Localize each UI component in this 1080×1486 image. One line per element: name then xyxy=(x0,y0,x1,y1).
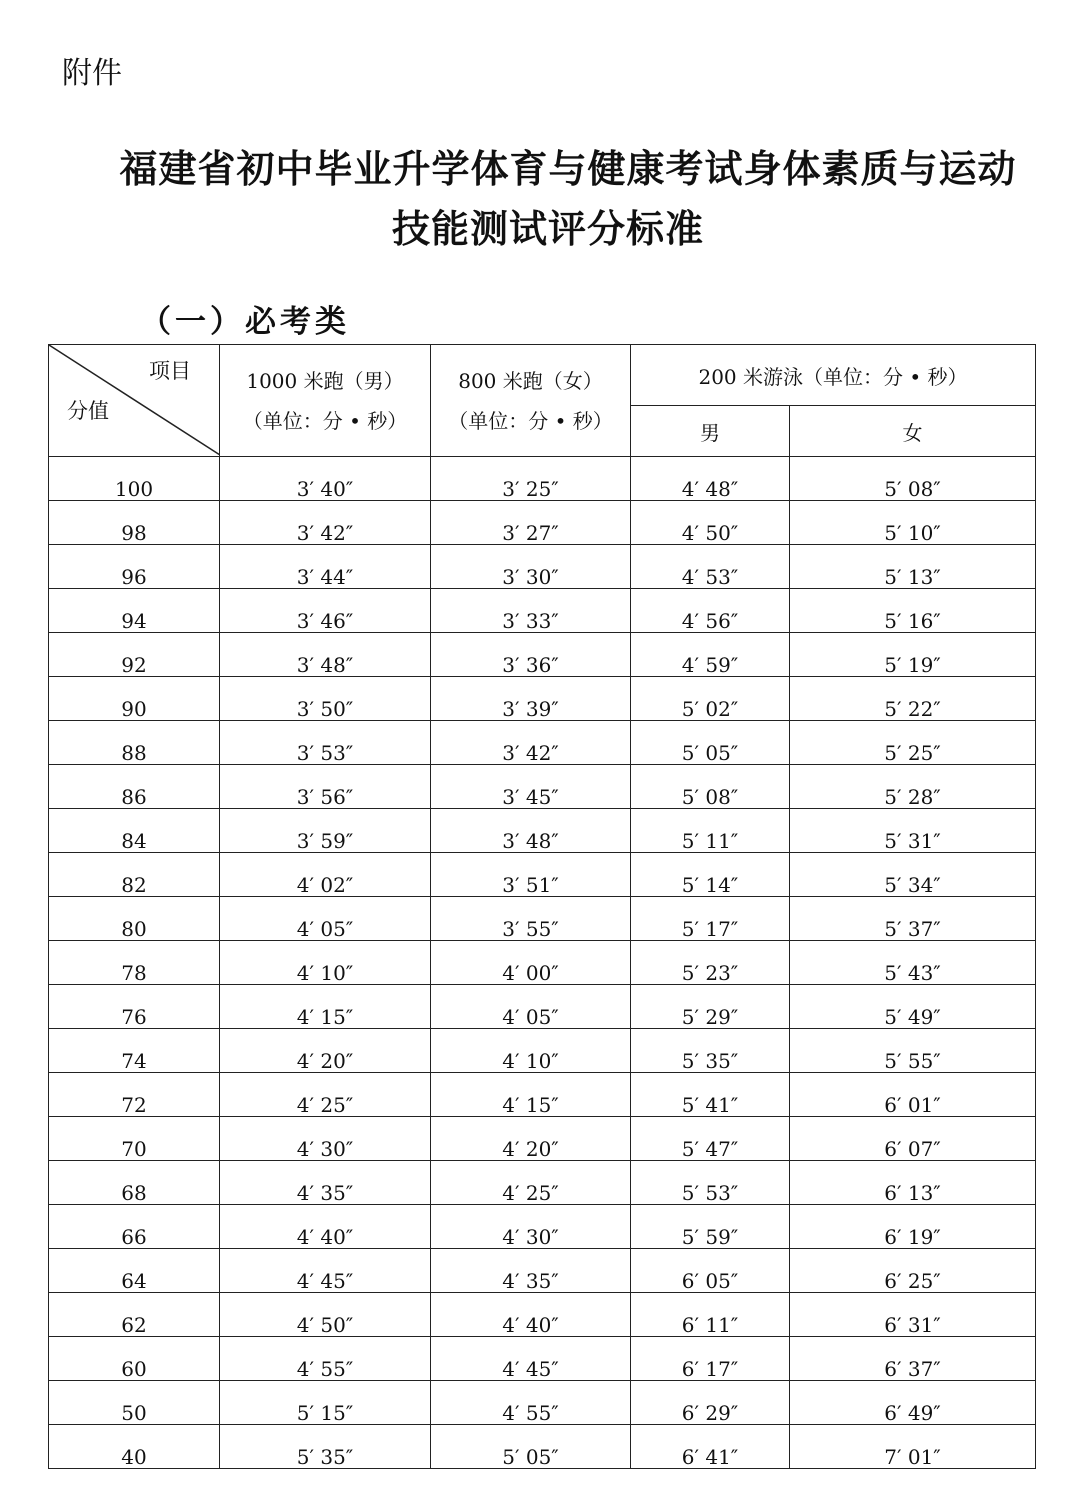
swim-female-cell: 5′ 37″ xyxy=(790,897,1036,941)
swim-female-cell: 5′ 13″ xyxy=(790,545,1036,589)
header-800m-line2: （单位：分 • 秒） xyxy=(448,408,613,433)
run800-cell: 4′ 35″ xyxy=(431,1249,631,1293)
score-cell: 86 xyxy=(49,765,220,809)
table-row xyxy=(49,765,1036,809)
run1000-cell: 3′ 59″ xyxy=(220,809,431,853)
table-row xyxy=(49,1029,1036,1073)
run1000-cell: 4′ 35″ xyxy=(220,1161,431,1205)
score-cell: 84 xyxy=(49,809,220,853)
run800-cell: 4′ 55″ xyxy=(431,1381,631,1425)
header-1000m xyxy=(220,345,431,457)
run800-cell: 3′ 27″ xyxy=(431,501,631,545)
swim-male-cell: 5′ 02″ xyxy=(631,677,790,721)
swim-male-cell: 6′ 11″ xyxy=(631,1293,790,1337)
run1000-cell: 4′ 10″ xyxy=(220,941,431,985)
score-cell: 72 xyxy=(49,1073,220,1117)
table-row xyxy=(49,1293,1036,1337)
swim-male-cell: 5′ 08″ xyxy=(631,765,790,809)
table-row xyxy=(49,1381,1036,1425)
score-cell: 68 xyxy=(49,1161,220,1205)
run800-cell: 4′ 00″ xyxy=(431,941,631,985)
score-cell: 94 xyxy=(49,589,220,633)
swim-female-cell: 6′ 13″ xyxy=(790,1161,1036,1205)
document-title-line2: 技能测试评分标准 xyxy=(391,207,704,251)
table-row xyxy=(49,1073,1036,1117)
run800-cell: 5′ 05″ xyxy=(431,1425,631,1469)
run1000-cell: 5′ 35″ xyxy=(220,1425,431,1469)
swim-female-cell: 5′ 55″ xyxy=(790,1029,1036,1073)
swim-female-cell: 5′ 31″ xyxy=(790,809,1036,853)
swim-male-cell: 5′ 17″ xyxy=(631,897,790,941)
swim-female-cell: 6′ 49″ xyxy=(790,1381,1036,1425)
swim-female-cell: 7′ 01″ xyxy=(790,1425,1036,1469)
run800-cell: 3′ 51″ xyxy=(431,853,631,897)
swim-male-cell: 5′ 59″ xyxy=(631,1205,790,1249)
score-cell: 62 xyxy=(49,1293,220,1337)
swim-female-cell: 5′ 34″ xyxy=(790,853,1036,897)
score-cell: 92 xyxy=(49,633,220,677)
run1000-cell: 3′ 56″ xyxy=(220,765,431,809)
run1000-cell: 3′ 53″ xyxy=(220,721,431,765)
corner-label-score: 分值 xyxy=(67,399,109,423)
swim-female-cell: 5′ 22″ xyxy=(790,677,1036,721)
swim-female-cell: 5′ 43″ xyxy=(790,941,1036,985)
swim-male-cell: 4′ 48″ xyxy=(631,457,790,501)
swim-female-cell: 5′ 49″ xyxy=(790,985,1036,1029)
swim-male-cell: 5′ 29″ xyxy=(631,985,790,1029)
score-cell: 80 xyxy=(49,897,220,941)
run800-cell: 3′ 55″ xyxy=(431,897,631,941)
run1000-cell: 3′ 48″ xyxy=(220,633,431,677)
score-cell: 70 xyxy=(49,1117,220,1161)
score-cell: 76 xyxy=(49,985,220,1029)
run1000-cell: 4′ 02″ xyxy=(220,853,431,897)
header-800m-line1: 800 米跑（女） xyxy=(458,368,603,393)
run800-cell: 4′ 45″ xyxy=(431,1337,631,1381)
swim-male-cell: 5′ 05″ xyxy=(631,721,790,765)
run800-cell: 4′ 10″ xyxy=(431,1029,631,1073)
run1000-cell: 4′ 05″ xyxy=(220,897,431,941)
run800-cell: 3′ 25″ xyxy=(431,457,631,501)
header-1000m-line2: （单位：分 • 秒） xyxy=(242,408,408,433)
swim-female-cell: 5′ 19″ xyxy=(790,633,1036,677)
swim-male-cell: 4′ 59″ xyxy=(631,633,790,677)
swim-female-cell: 6′ 37″ xyxy=(790,1337,1036,1381)
run800-cell: 3′ 36″ xyxy=(431,633,631,677)
scoring-table-body xyxy=(49,457,1036,1469)
run800-cell: 4′ 05″ xyxy=(431,985,631,1029)
swim-female-cell: 6′ 25″ xyxy=(790,1249,1036,1293)
corner-header-cell xyxy=(49,345,220,457)
table-row xyxy=(49,1337,1036,1381)
score-cell: 78 xyxy=(49,941,220,985)
run800-cell: 4′ 30″ xyxy=(431,1205,631,1249)
run800-cell: 4′ 20″ xyxy=(431,1117,631,1161)
run1000-cell: 3′ 42″ xyxy=(220,501,431,545)
swim-male-cell: 6′ 29″ xyxy=(631,1381,790,1425)
table-row xyxy=(49,501,1036,545)
swim-female-cell: 5′ 10″ xyxy=(790,501,1036,545)
score-cell: 100 xyxy=(49,457,220,501)
run1000-cell: 4′ 45″ xyxy=(220,1249,431,1293)
table-row xyxy=(49,633,1036,677)
swim-female-cell: 6′ 19″ xyxy=(790,1205,1036,1249)
document-title-line1: 福建省初中毕业升学体育与健康考试身体素质与运动 xyxy=(119,147,1017,191)
score-cell: 88 xyxy=(49,721,220,765)
run1000-cell: 3′ 40″ xyxy=(220,457,431,501)
run800-cell: 3′ 39″ xyxy=(431,677,631,721)
table-row xyxy=(49,1117,1036,1161)
table-row xyxy=(49,809,1036,853)
swim-male-cell: 5′ 41″ xyxy=(631,1073,790,1117)
table-row xyxy=(49,1205,1036,1249)
run800-cell: 4′ 15″ xyxy=(431,1073,631,1117)
swim-male-cell: 5′ 53″ xyxy=(631,1161,790,1205)
score-cell: 40 xyxy=(49,1425,220,1469)
header-200m-swim: 200 米游泳（单位：分 • 秒） xyxy=(631,345,1036,406)
score-cell: 64 xyxy=(49,1249,220,1293)
run1000-cell: 4′ 15″ xyxy=(220,985,431,1029)
swim-male-cell: 4′ 50″ xyxy=(631,501,790,545)
score-cell: 50 xyxy=(49,1381,220,1425)
score-cell: 74 xyxy=(49,1029,220,1073)
swim-male-cell: 6′ 05″ xyxy=(631,1249,790,1293)
swim-male-cell: 5′ 14″ xyxy=(631,853,790,897)
table-row xyxy=(49,545,1036,589)
header-1000m-line1: 1000 米跑（男） xyxy=(246,368,404,393)
table-row xyxy=(49,853,1036,897)
swim-female-cell: 5′ 08″ xyxy=(790,457,1036,501)
swim-female-cell: 5′ 16″ xyxy=(790,589,1036,633)
swim-male-cell: 5′ 23″ xyxy=(631,941,790,985)
swim-female-cell: 5′ 25″ xyxy=(790,721,1036,765)
table-row xyxy=(49,457,1036,501)
swim-male-cell: 4′ 53″ xyxy=(631,545,790,589)
run1000-cell: 3′ 46″ xyxy=(220,589,431,633)
run1000-cell: 4′ 30″ xyxy=(220,1117,431,1161)
swim-male-cell: 5′ 11″ xyxy=(631,809,790,853)
table-row xyxy=(49,941,1036,985)
run1000-cell: 5′ 15″ xyxy=(220,1381,431,1425)
table-row xyxy=(49,1425,1036,1469)
header-800m xyxy=(431,345,631,457)
run800-cell: 3′ 45″ xyxy=(431,765,631,809)
swim-female-cell: 6′ 01″ xyxy=(790,1073,1036,1117)
run1000-cell: 4′ 55″ xyxy=(220,1337,431,1381)
swim-male-cell: 5′ 47″ xyxy=(631,1117,790,1161)
run1000-cell: 3′ 50″ xyxy=(220,677,431,721)
swim-male-cell: 5′ 35″ xyxy=(631,1029,790,1073)
table-row xyxy=(49,1249,1036,1293)
score-cell: 98 xyxy=(49,501,220,545)
run1000-cell: 4′ 50″ xyxy=(220,1293,431,1337)
header-swim-female: 女 xyxy=(790,406,1036,457)
swim-female-cell: 6′ 07″ xyxy=(790,1117,1036,1161)
score-cell: 96 xyxy=(49,545,220,589)
table-row xyxy=(49,1161,1036,1205)
table-row xyxy=(49,985,1036,1029)
run1000-cell: 4′ 20″ xyxy=(220,1029,431,1073)
swim-female-cell: 6′ 31″ xyxy=(790,1293,1036,1337)
table-row xyxy=(49,589,1036,633)
run800-cell: 3′ 48″ xyxy=(431,809,631,853)
attachment-label: 附件 xyxy=(62,56,122,91)
run800-cell: 3′ 30″ xyxy=(431,545,631,589)
score-cell: 90 xyxy=(49,677,220,721)
swim-male-cell: 4′ 56″ xyxy=(631,589,790,633)
run1000-cell: 4′ 40″ xyxy=(220,1205,431,1249)
swim-male-cell: 6′ 41″ xyxy=(631,1425,790,1469)
corner-label-item: 项目 xyxy=(149,359,191,383)
swim-male-cell: 6′ 17″ xyxy=(631,1337,790,1381)
header-swim-male: 男 xyxy=(631,406,790,457)
run1000-cell: 3′ 44″ xyxy=(220,545,431,589)
run800-cell: 4′ 40″ xyxy=(431,1293,631,1337)
run800-cell: 3′ 42″ xyxy=(431,721,631,765)
score-cell: 66 xyxy=(49,1205,220,1249)
run800-cell: 3′ 33″ xyxy=(431,589,631,633)
score-cell: 82 xyxy=(49,853,220,897)
run1000-cell: 4′ 25″ xyxy=(220,1073,431,1117)
table-row xyxy=(49,897,1036,941)
table-row xyxy=(49,677,1036,721)
score-cell: 60 xyxy=(49,1337,220,1381)
scoring-table xyxy=(48,344,1036,1469)
section-heading: （一）必考类 xyxy=(140,304,350,340)
swim-female-cell: 5′ 28″ xyxy=(790,765,1036,809)
run800-cell: 4′ 25″ xyxy=(431,1161,631,1205)
table-row xyxy=(49,721,1036,765)
